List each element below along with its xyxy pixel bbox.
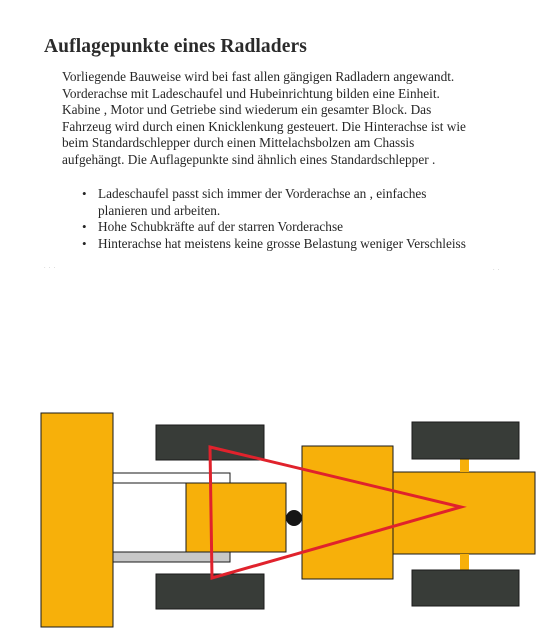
rear-right-tire (412, 570, 519, 606)
intro-line: Vorliegende Bauweise wird bei fast allen gängigen Radladern angewandt. (62, 69, 455, 84)
front-frame (186, 483, 286, 552)
front-right-tire (156, 574, 264, 609)
rear-frame (393, 472, 535, 554)
bullet-icon: • (82, 219, 87, 234)
intro-line: Vorderachse mit Ladeschaufel und Hubeinrichtung bilden eine Einheit. (62, 85, 440, 101)
rear-axle-connector-top (460, 459, 469, 472)
lift-arm-top (113, 473, 230, 483)
scan-artifact: · · (493, 268, 501, 273)
intro-line: beim Standardschlepper durch einen Mittelachsbolzen am Chassis (62, 135, 415, 150)
rear-axle-connector-bottom (460, 554, 469, 570)
page-title: Auflagepunkte eines Radladers (44, 36, 307, 57)
intro-line: Fahrzeug wird durch einen Knicklenkung gesteuert. Die Hinterachse ist wie (62, 118, 466, 134)
bullet-text: Hohe Schubkräfte auf der starren Vorderachse (98, 219, 344, 234)
bullet-icon: • (82, 235, 87, 251)
bullet-text: Ladeschaufel passt sich immer der Vorderachse an , einfaches (98, 186, 427, 201)
loader-bucket (41, 413, 113, 627)
bullet-text: planieren und arbeiten. (98, 202, 221, 218)
intro-line: aufgehängt. Die Auflagepunkte sind ähnlich eines Standardschlepper . (62, 151, 436, 167)
articulation-pivot-icon (286, 510, 302, 526)
intro-line: Kabine , Motor und Getriebe sind wiederum ein gesamter Block. Das (62, 102, 432, 117)
bullet-icon: • (82, 186, 87, 201)
rear-left-tire (412, 422, 519, 459)
bullet-text: Hinterachse hat meistens keine grosse Belastung weniger Verschleiss (98, 235, 466, 251)
scan-artifact: · · · (44, 266, 57, 271)
cabin-engine-block (302, 446, 393, 579)
